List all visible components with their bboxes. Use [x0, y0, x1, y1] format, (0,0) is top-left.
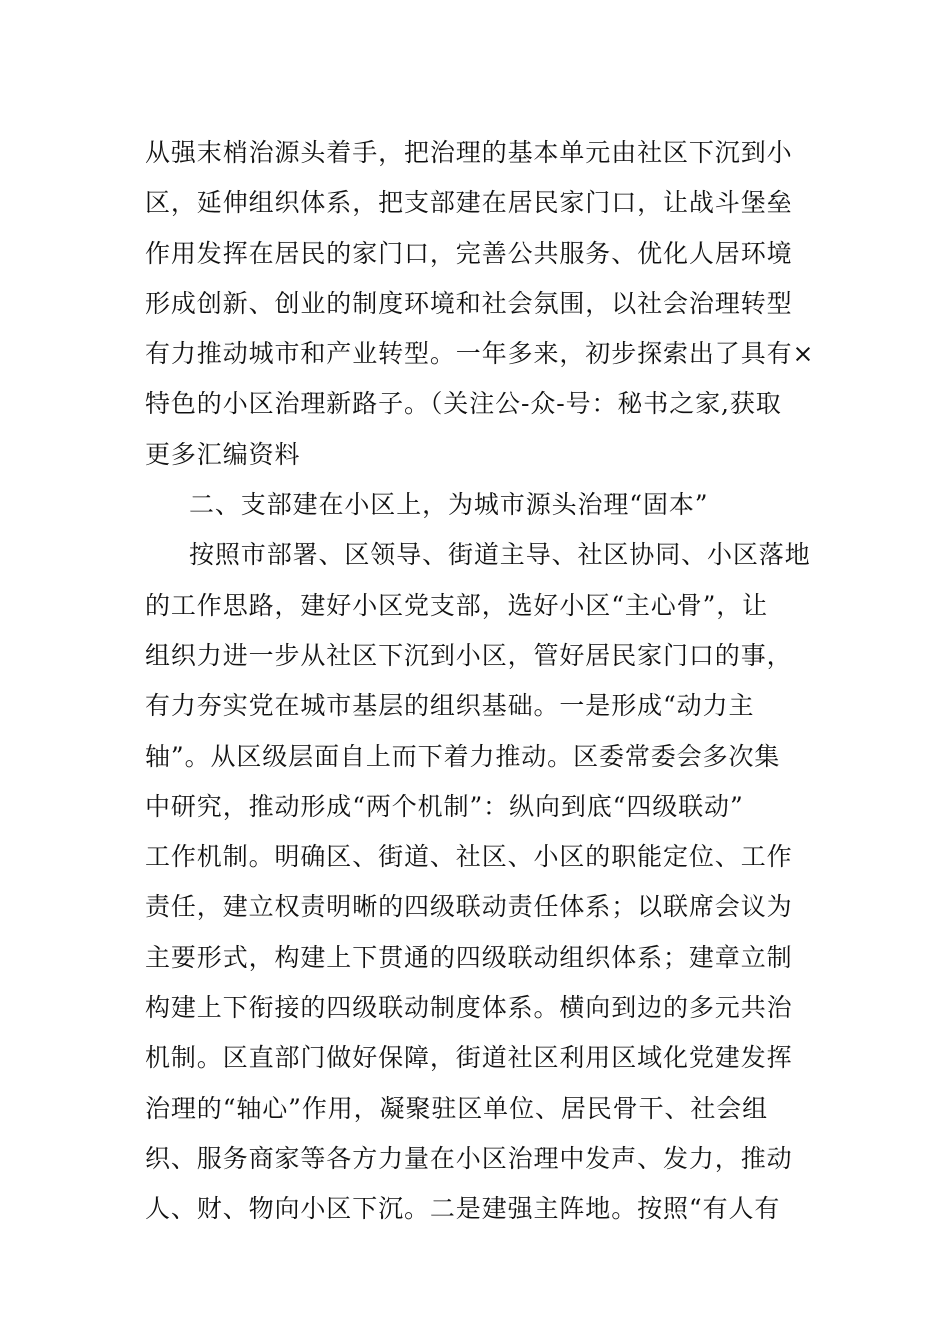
- text-line: 治理的“轴心”作用，凝聚驻区单位、居民骨干、社会组: [145, 1093, 769, 1123]
- text-line: 形成创新、创业的制度环境和社会氛围，以社会治理转型: [145, 288, 793, 318]
- text-line: 从强末梢治源头着手，把治理的基本单元由社区下沉到小: [145, 138, 793, 167]
- text-line: 特色的小区治理新路子。（关注公-众-号：秘书之家,获取: [145, 389, 782, 419]
- text-line: 更多汇编资料: [145, 439, 301, 469]
- text-line: 轴”。从区级层面自上而下着力推动。区委常委会多次集: [145, 741, 781, 771]
- text-line: 人、财、物向小区下沉。二是建强主阵地。按照“有人有: [145, 1194, 781, 1224]
- text-line: 有力夯实党在城市基层的组织基础。一是形成“动力主: [145, 691, 755, 721]
- paragraph-first-line: 按照市部署、区领导、街道主导、社区协同、小区落地: [189, 540, 811, 570]
- text-line: 责任，建立权责明晰的四级联动责任体系；以联席会议为: [145, 892, 793, 922]
- text-line: 区，延伸组织体系，把支部建在居民家门口，让战斗堡垒: [145, 188, 793, 218]
- text-line: 织、服务商家等各方力量在小区治理中发声、发力，推动: [145, 1143, 793, 1173]
- text-line: 组织力进一步从社区下沉到小区，管好居民家门口的事，: [145, 640, 793, 670]
- text-line: 中研究，推动形成“两个机制”：纵向到底“四级联动”: [145, 791, 744, 821]
- text-line: 主要形式，构建上下贯通的四级联动组织体系；建章立制: [145, 942, 793, 972]
- text-line: 作用发挥在居民的家门口，完善公共服务、优化人居环境: [145, 238, 793, 268]
- text-line: 机制。区直部门做好保障，街道社区利用区域化党建发挥: [145, 1043, 793, 1073]
- section-heading: 二、支部建在小区上，为城市源头治理“固本”: [189, 490, 709, 520]
- body-text: [145, 128, 815, 1235]
- text-line: 构建上下衔接的四级联动制度体系。横向到边的多元共治: [145, 993, 793, 1023]
- text-line: 的工作思路，建好小区党支部，选好小区“主心骨”，让: [145, 590, 769, 620]
- text-line: 有力推动城市和产业转型。一年多来，初步探索出了具有×: [145, 339, 815, 369]
- text-line: 工作机制。明确区、街道、社区、小区的职能定位、工作: [145, 842, 793, 872]
